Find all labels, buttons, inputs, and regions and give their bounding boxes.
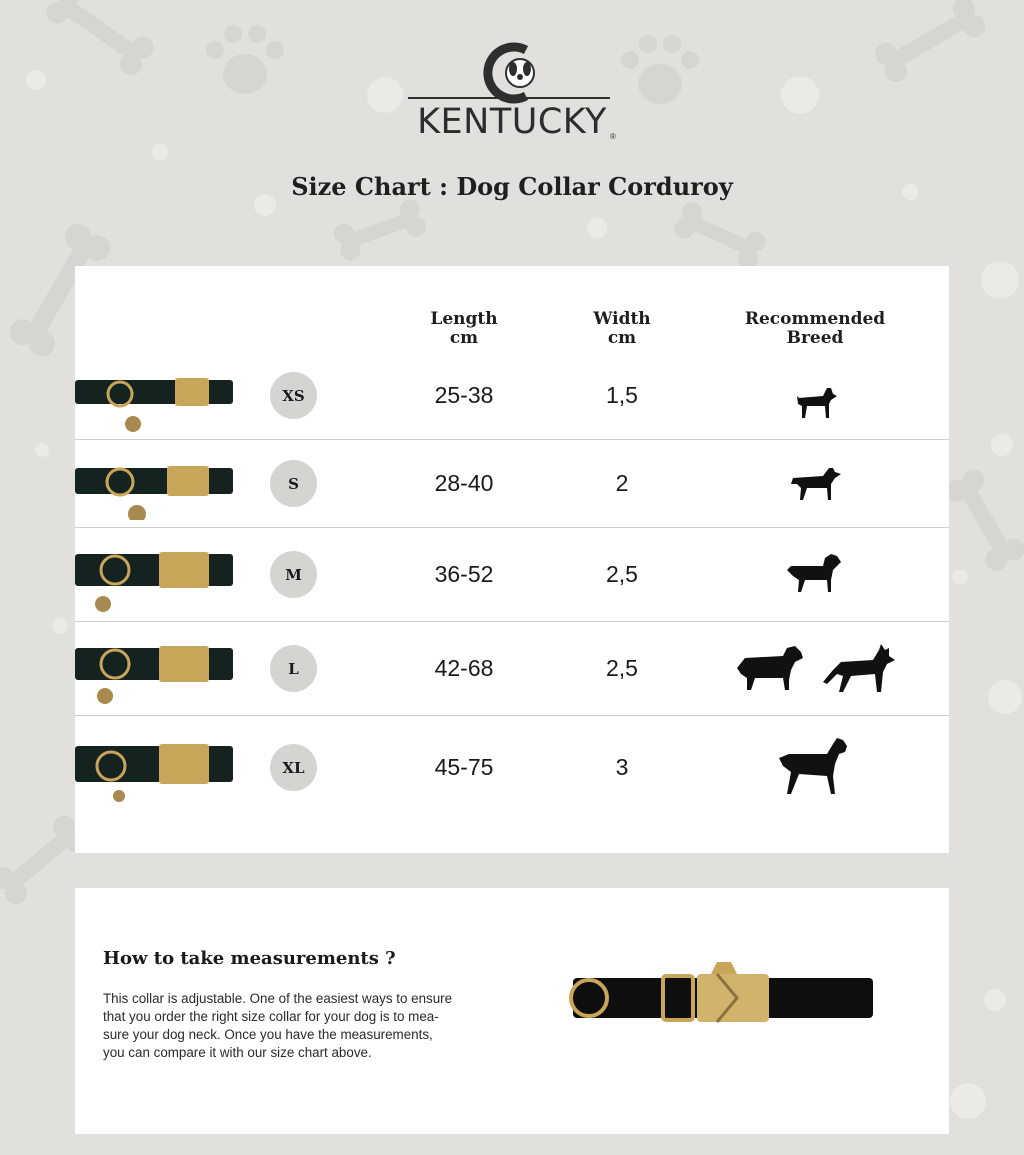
brand-logo (400, 36, 624, 146)
registered-mark: ® (610, 132, 616, 141)
measurement-text-line: This collar is adjustable. One of the easiest ways to ensure (103, 991, 453, 1006)
page-title: Size Chart : Dog Collar Corduroy (291, 172, 733, 201)
jack-russell-silhouette-icon (789, 462, 841, 504)
header-width: Width cm (593, 309, 651, 348)
size-badge: L (270, 645, 317, 692)
bone-icon (331, 197, 429, 263)
bone-icon (42, 0, 158, 79)
size-badge: XL (270, 744, 317, 791)
table-row (75, 716, 949, 853)
header-breed: Recommended Breed (744, 309, 886, 348)
size-chart-table (75, 266, 949, 853)
logo-emblem-icon (400, 36, 624, 106)
header-length: Length cm (430, 309, 498, 348)
length-cell: 25-38 (434, 382, 494, 408)
table-row (75, 356, 949, 440)
bone-icon (871, 0, 989, 86)
length-cell: 45-75 (434, 754, 494, 780)
collar-image (75, 548, 240, 612)
width-cell: 2,5 (606, 655, 638, 681)
measurement-info-card (75, 888, 949, 1134)
table-row (75, 440, 949, 528)
collar-image (75, 738, 240, 802)
shepherd-silhouette-icon (823, 644, 895, 694)
measurement-text-line: sure your dog neck. Once you have the measurements, (103, 1027, 433, 1042)
retriever-silhouette-icon (735, 644, 805, 694)
measurement-text-line: you can compare it with our size chart above. (103, 1045, 372, 1060)
collar-image (75, 372, 240, 432)
width-cell: 3 (615, 754, 629, 780)
bone-icon (671, 199, 769, 271)
collar-image (75, 456, 240, 520)
table-row (75, 622, 949, 716)
size-badge: M (270, 551, 317, 598)
collar-image (567, 960, 887, 1040)
width-cell: 1,5 (606, 382, 638, 408)
size-badge: S (270, 460, 317, 507)
great-dane-silhouette-icon (777, 736, 851, 798)
bone-icon (941, 465, 1024, 574)
length-cell: 36-52 (434, 561, 494, 587)
length-cell: 42-68 (434, 655, 494, 681)
width-cell: 2,5 (606, 561, 638, 587)
length-cell: 28-40 (434, 470, 494, 496)
size-badge: XS (270, 372, 317, 419)
table-row (75, 528, 949, 622)
brand-wordmark: KENTUCKY (417, 102, 607, 142)
measurement-text-line: that you order the right size collar for your dog is to mea- (103, 1009, 439, 1024)
width-cell: 2 (615, 470, 629, 496)
paw-icon (206, 25, 284, 94)
terrier-silhouette-icon (793, 382, 837, 422)
paw-icon (621, 35, 699, 104)
collar-image (75, 640, 240, 704)
measurement-title: How to take measurements ? (103, 948, 396, 969)
beagle-silhouette-icon (787, 550, 843, 594)
